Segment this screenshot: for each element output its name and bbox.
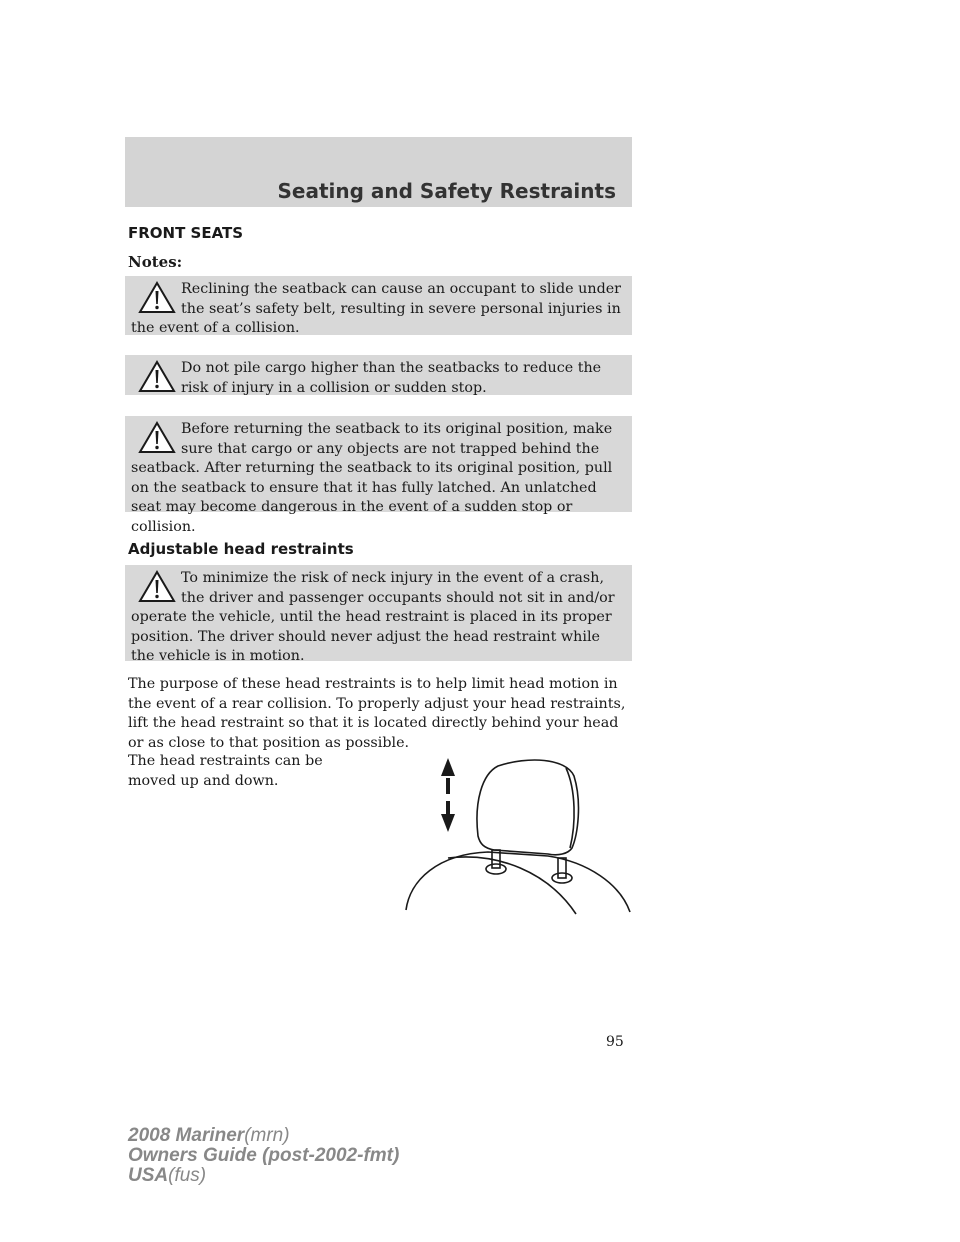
purpose-paragraph: The purpose of these head restraints is to help limit head motion in the event of a rear collision. To properly adjust your head restraints, lift the head restraint so that it is located directly behind your head or as close to that position as possible. — [128, 676, 626, 751]
footer-line-3: USA(fus) — [128, 1165, 207, 1186]
page-number: 95 — [606, 1034, 624, 1050]
warning-box-seatback-return — [125, 416, 632, 535]
warning-triangle-icon — [137, 567, 177, 605]
movement-paragraph: The head restraints can be moved up and down. — [128, 753, 323, 789]
section-heading-head-restraints: Adjustable head restraints — [128, 540, 354, 558]
warning-triangle-icon — [137, 418, 177, 456]
warning-triangle-icon — [137, 357, 177, 395]
page-title: Seating and Safety Restraints — [277, 179, 616, 203]
warning-box-cargo — [125, 355, 632, 395]
warning-triangle-icon — [137, 278, 177, 316]
head-restraint-illustration — [398, 754, 634, 916]
section-heading-front-seats: FRONT SEATS — [128, 224, 244, 242]
footer-line-2: Owners Guide (post-2002-fmt) — [128, 1145, 400, 1166]
header-band — [125, 137, 632, 207]
warning-box-reclining — [125, 276, 632, 335]
footer-line-1: 2008 Mariner(mrn) — [128, 1125, 290, 1146]
footer-metadata — [128, 1126, 399, 1186]
headrest-shape — [406, 760, 630, 914]
notes-label: Notes: — [128, 253, 183, 271]
warning-box-neck-injury — [125, 565, 632, 665]
warning-text: To minimize the risk of neck injury in the event of a crash, the driver and passenger occupants should not sit in and/or operate the vehicle, until the head restraint is placed in its proper position. The driver should never adjust the head restraint while the vehicle is in motion. — [131, 570, 615, 665]
warning-text: Reclining the seatback can cause an occupant to slide under the seat’s safety belt, resulting in severe personal injuries in the event of a collision. — [131, 281, 622, 337]
warning-text: Before returning the seatback to its original position, make sure that cargo or any objects are not trapped behind the seatback. After returning the seatback to its original position, pull on the seatback to ensure that it has fully latched. An unlatched seat may become dangerous in the event of a sudden stop or collision. — [131, 421, 613, 535]
up-down-arrow-icon — [441, 758, 455, 832]
warning-text: Do not pile cargo higher than the seatbacks to reduce the risk of injury in a collision or sudden stop. — [181, 360, 602, 396]
